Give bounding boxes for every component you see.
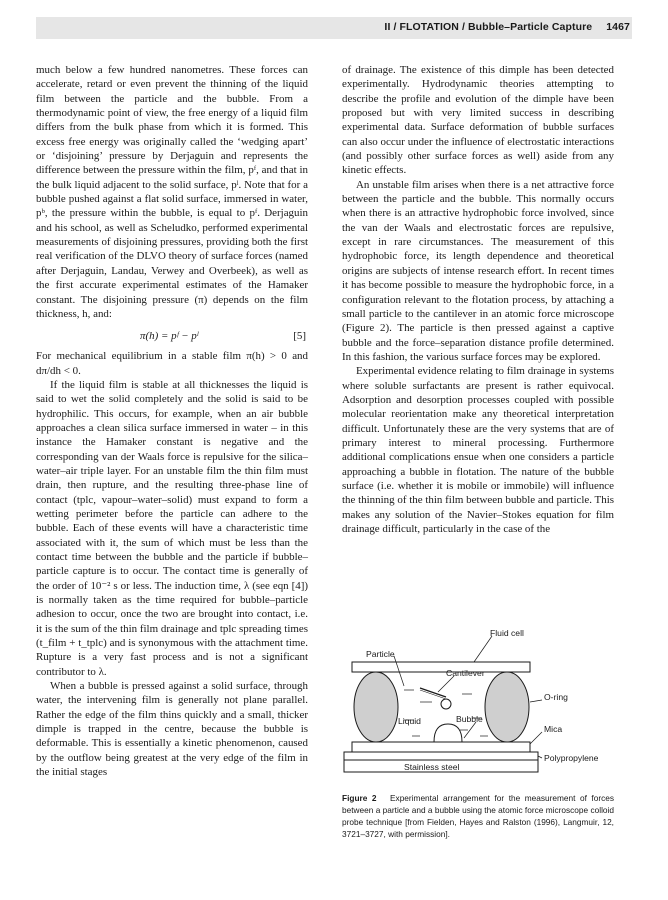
running-head bbox=[384, 21, 630, 33]
label-o-ring: O-ring bbox=[544, 692, 568, 702]
page-number: 1467 bbox=[606, 21, 630, 33]
label-particle: Particle bbox=[366, 649, 395, 659]
label-mica: Mica bbox=[544, 724, 563, 734]
paragraph: For mechanical equilibrium in a stable film π(h) > 0 and dπ/dh < 0. bbox=[36, 350, 308, 377]
label-liquid: Liquid bbox=[398, 716, 421, 726]
cantilever bbox=[420, 688, 446, 697]
paragraph: If the liquid film is stable at all thicknesses the liquid is said to wet the solid completely and the solid is said to be hydrophilic. This occurs, for example, when an air bubble approaches a clean silica surface immersed in water – in this instance the Hamaker constant is negative and the corresponding van der Waals force is repulsive for the silica–water–air triple layer. For an unstable film the thin film must drain, then rupture, and the resulting three-phase line of contact (tplc, vapour–water–solid) must expand to form a wetting perimeter before the particle can adhere to the bubble. Each of these events will have a characteristic time associated with it, the sum of which must be less than the contact time between the bubble and the particle if bubble–particle capture is to occur. The contact time is generally of the order of 10⁻² s or less. The induction time, λ (see eqn [4]) is normally taken as the time required for bubble–particle adhesion to occur, once the two are brought into contact, i.e. it is the sum of the thin film drainage and tplc spreading times (t_film + t_tplc) and is synonymous with the attachment time. Rupture is a very fast process and is not a significant contributor to λ. bbox=[36, 378, 308, 678]
equation-formula: π(h) = pᶠ − pˡ bbox=[140, 330, 199, 343]
paragraph: An unstable film arises when there is a net attractive force between the particle and the bubble. This normally occurs when there is an attractive hydrophobic force involved, since the van der Waals and electrostatic forces are repulsive, except in rare circumstances. The measurement of this hydrophobic force, its length dependence and theoretical origins are subjects of intense research effort. In recent times it has become possible to measure the hydrophobic force, in a configuration relevant to the flotation process, by attaching a small particle to the cantilever in an atomic force microscope (Figure 2). The particle is then pressed against a captive bubble and the force–separation distance profile determined. In this fashion, the various surface forces may be explored. bbox=[342, 178, 614, 363]
label-bubble: Bubble bbox=[456, 714, 483, 724]
o-ring-left bbox=[354, 672, 398, 742]
paragraph: much below a few hundred nanometres. These forces can accelerate, retard or even prevent the thinning of the liquid film between the particle and the bubble. From a thermodynamic point of view, the free energy of a liquid film differs from the bulk phase from which it is formed. This excess free energy was originally called the ‘wedging apart’ or ‘disjoining’ pressure by Derjaguin and represents the difference between the pressure within the film, pᶠ, and that in the bulk liquid adjacent to the solid surface, pˡ. Note that for a bubble pushed against a flat solid surface, immersed in water, pᵇ, the pressure within the bubble, is equal to pᶠ. Derjaguin and his school, as well as Scheludko, performed experimental measurements of disjoining pressures, providing both the first real verification of the DLVO theory of surface forces (named after Derjaguin, Landau, Verwey and Overbeek), as well as the first accurate experimental estimates of the Hamaker constant. The disjoining pressure (π) depends on the film thickness, h, and: bbox=[36, 64, 308, 320]
label-fluid-cell: Fluid cell bbox=[490, 628, 524, 638]
paragraph: When a bubble is pressed against a solid surface, through water, the intervening film is generally not plane parallel. Rather the edge of the film thins quickly and a small, thicker dimple is trapped in the centre, because the bubble is deformable. This is essentially a kinetic phenomenon, caused by the outflow being greatest at the very edge of the film in the initial stages bbox=[36, 680, 308, 779]
label-cantilever: Cantilever bbox=[446, 668, 485, 678]
label-polypropylene: Polypropylene bbox=[544, 753, 599, 763]
caption-label: Figure 2 bbox=[342, 793, 377, 803]
mica-layer bbox=[352, 742, 530, 752]
paragraph: of drainage. The existence of this dimple has been detected experimentally. Hydrodynamic theories attempting to describe the profile and evolution of the dimple have been proposed but with very limited success in describing experimental data. Surface deformation of bubble surfaces can also occur under the influence of electrostatic interactions (and possibly other surface forces as well) aside from any kinetic effects. bbox=[342, 64, 614, 177]
paragraph: Experimental evidence relating to film drainage in systems where soluble surfactants are present is rather equivocal. Adsorption and desorption processes coupled with possible molecular reorientation make any theoretical interpretation difficult. Unfortunately these are the very systems that are of primary interest to mineral processing. Furthermore additional complications ensue when one considers a particle approaching a bubble in flotation. The nature of the bubble surface (i.e. whether it is mobile or immobile) will influence the thinning of the thin film between bubble and particle. This makes any solution of the Navier–Stokes equation for film drainage difficult, particularly in the case of the bbox=[342, 365, 614, 535]
particle bbox=[441, 699, 451, 709]
equation-number: [5] bbox=[293, 330, 306, 343]
running-title: II / FLOTATION / Bubble–Particle Capture bbox=[384, 21, 593, 33]
caption-text: Experimental arrangement for the measurement of forces between a particle and a bubble using the atomic force microscope colloid probe technique [from Fielden, Hayes and Ralston (1996), Langmuir, 12, 3721–3727, with permission]. bbox=[342, 793, 614, 840]
right-column bbox=[342, 63, 614, 536]
polypropylene-layer bbox=[344, 752, 538, 760]
equation-5 bbox=[36, 325, 308, 347]
left-column bbox=[36, 63, 308, 780]
bubble bbox=[434, 724, 462, 742]
figure-2 bbox=[342, 628, 614, 788]
figure-caption bbox=[342, 792, 614, 840]
fluid-cell-plate bbox=[352, 662, 530, 672]
o-ring-right bbox=[485, 672, 529, 742]
label-stainless-steel: Stainless steel bbox=[404, 762, 460, 772]
